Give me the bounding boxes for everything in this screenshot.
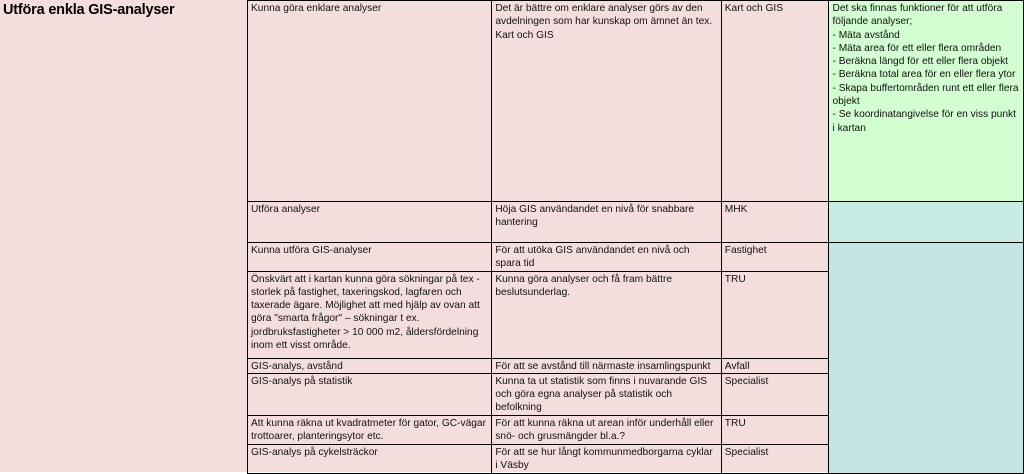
need-cell[interactable]: Att kunna räkna ut kvadratmeter för gator, GC-vägar trottoarer, planteringsytor etc. xyxy=(248,415,492,444)
need-cell[interactable]: GIS-analys på cykelsträckor xyxy=(248,444,492,473)
organisation-cell[interactable]: Kart och GIS xyxy=(721,1,829,202)
reason-cell[interactable]: För att se hur långt kommunmedborgarna cyklar i Väsby xyxy=(492,444,721,473)
solution-cell[interactable]: Det ska finnas funktioner för att utföra följande analyser; - Mäta avstånd - Mäta area för ett eller flera områden - Beräkna längd för ett eller flera objekt - Beräkna total area för en eller flera ytor - Skapa buffertområden runt ett eller flera objekt - Se koordinatangivelse för en viss punkt i kartan xyxy=(829,1,1024,202)
reason-cell[interactable]: För att se avstånd till närmaste insamlingspunkt xyxy=(492,358,721,373)
need-cell[interactable]: Kunna göra enklare analyser xyxy=(248,1,492,202)
need-cell[interactable]: Önskvärt att i kartan kunna göra sökningar på tex - storlek på fastighet, taxeringskod, lagfaren och taxerade ägare. Möjlighet att med hjälp av ovan att göra "smarta frågor" – sökningar t ex. jordbruksfastigheter > 10 000 m2, åldersfördelning inom ett visst område. xyxy=(248,271,492,358)
reason-cell[interactable]: Kunna ta ut statistik som finns i nuvarande GIS och göra egna analyser på statistik och befolkning xyxy=(492,373,721,415)
need-cell[interactable]: GIS-analys, avstånd xyxy=(248,358,492,373)
organisation-cell[interactable]: TRU xyxy=(721,271,829,358)
reason-cell[interactable]: Det är bättre om enklare analyser görs av den avdelningen som har kunskap om ämnet än tex. Kart och GIS xyxy=(492,1,721,202)
organisation-cell[interactable]: Specialist xyxy=(721,444,829,473)
requirements-table xyxy=(247,0,1024,474)
merged-solution-cell[interactable] xyxy=(829,243,1024,474)
table-row xyxy=(248,243,1024,272)
reason-cell[interactable]: Kunna göra analyser och få fram bättre beslutsunderlag. xyxy=(492,271,721,358)
need-cell[interactable]: Kunna utföra GIS-analyser xyxy=(248,243,492,272)
organisation-cell[interactable]: TRU xyxy=(721,415,829,444)
need-cell[interactable]: GIS-analys på statistik xyxy=(248,373,492,415)
reason-cell[interactable]: För att utöka GIS användandet en nivå och spara tid xyxy=(492,243,721,272)
need-cell[interactable]: Utföra analyser xyxy=(248,202,492,243)
table-row xyxy=(248,202,1024,243)
organisation-cell[interactable]: Avfall xyxy=(721,358,829,373)
organisation-cell[interactable]: MHK xyxy=(721,202,829,243)
reason-cell[interactable]: För att kunna räkna ut arean inför underhåll eller snö- och grusmängder bl.a.? xyxy=(492,415,721,444)
table-row xyxy=(248,1,1024,202)
section-heading[interactable]: Utföra enkla GIS-analyser xyxy=(3,2,175,18)
reason-cell[interactable]: Höja GIS användandet en nivå för snabbare hantering xyxy=(492,202,721,243)
selected-solution-cell[interactable] xyxy=(829,202,1024,243)
organisation-cell[interactable]: Fastighet xyxy=(721,243,829,272)
organisation-cell[interactable]: Specialist xyxy=(721,373,829,415)
